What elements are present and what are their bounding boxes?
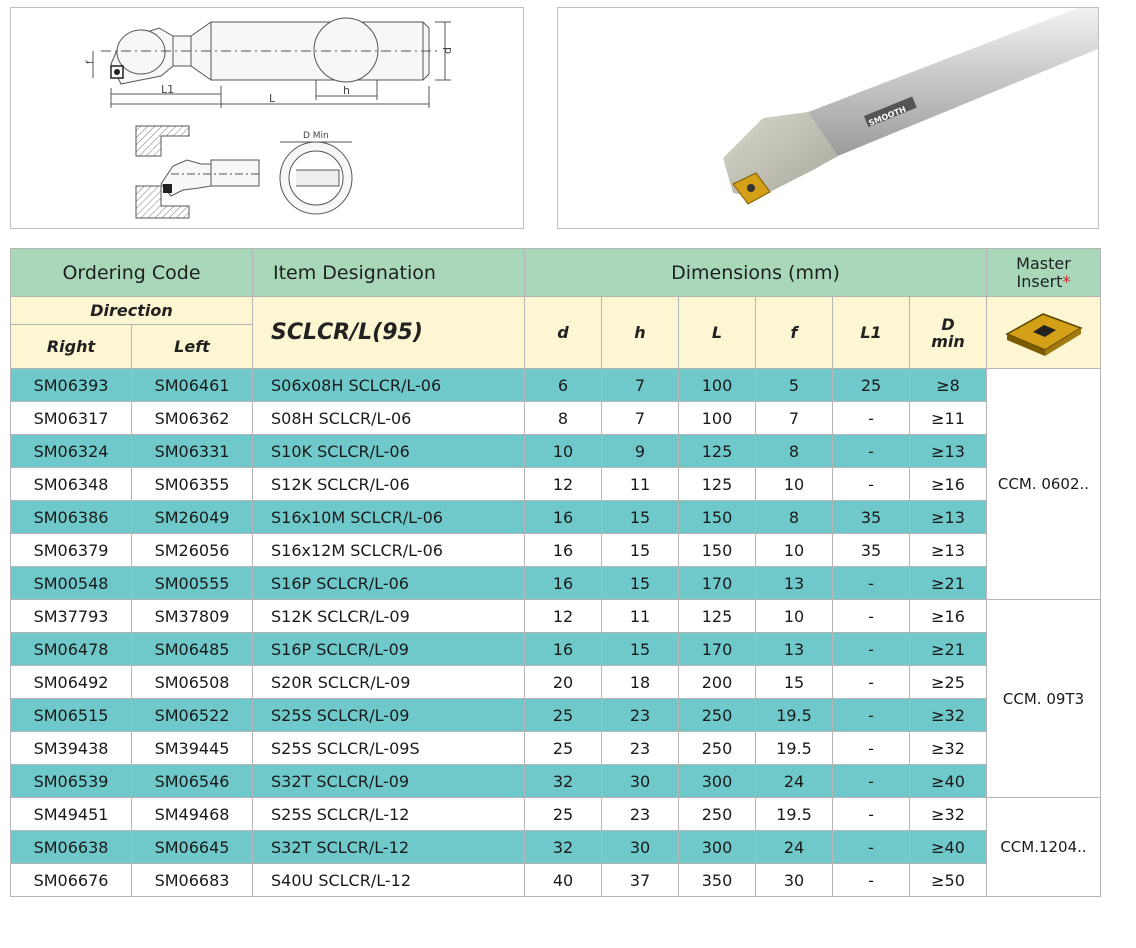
master-insert-cell: CCM.1204.. bbox=[987, 798, 1101, 897]
cell-designation: S25S SCLCR/L-09 bbox=[253, 699, 525, 732]
cell-left: SM49468 bbox=[132, 798, 253, 831]
cell-dmin: ≥13 bbox=[910, 501, 987, 534]
cell-h: 15 bbox=[602, 501, 679, 534]
cell-designation: S20R SCLCR/L-09 bbox=[253, 666, 525, 699]
cell-L: 100 bbox=[679, 402, 756, 435]
cell-L1: 35 bbox=[833, 501, 910, 534]
cell-h: 23 bbox=[602, 798, 679, 831]
table-body bbox=[11, 369, 1101, 897]
cell-designation: S12K SCLCR/L-09 bbox=[253, 600, 525, 633]
cell-L: 200 bbox=[679, 666, 756, 699]
table-row bbox=[11, 633, 1101, 666]
cell-L1: 35 bbox=[833, 534, 910, 567]
cell-right: SM06492 bbox=[11, 666, 132, 699]
cell-d: 25 bbox=[525, 798, 602, 831]
cell-f: 30 bbox=[756, 864, 833, 897]
table-row bbox=[11, 501, 1101, 534]
cell-f: 10 bbox=[756, 534, 833, 567]
cell-dmin: ≥21 bbox=[910, 567, 987, 600]
table-row bbox=[11, 468, 1101, 501]
table-row bbox=[11, 534, 1101, 567]
cell-L1: - bbox=[833, 567, 910, 600]
cell-dmin: ≥32 bbox=[910, 798, 987, 831]
cell-L: 300 bbox=[679, 765, 756, 798]
cell-f: 24 bbox=[756, 765, 833, 798]
insert-image-cell bbox=[987, 297, 1101, 369]
cell-f: 19.5 bbox=[756, 798, 833, 831]
table-row bbox=[11, 666, 1101, 699]
cell-designation: S16P SCLCR/L-09 bbox=[253, 633, 525, 666]
cell-d: 8 bbox=[525, 402, 602, 435]
cell-L1: - bbox=[833, 831, 910, 864]
table-row bbox=[11, 798, 1101, 831]
subheader-right: Right bbox=[11, 325, 132, 369]
cell-designation: S40U SCLCR/L-12 bbox=[253, 864, 525, 897]
boring-bar-photo bbox=[558, 8, 1099, 229]
cell-L1: 25 bbox=[833, 369, 910, 402]
cell-right: SM37793 bbox=[11, 600, 132, 633]
cell-dmin: ≥13 bbox=[910, 435, 987, 468]
header-master-label: Master bbox=[1016, 253, 1071, 273]
table-row bbox=[11, 369, 1101, 402]
cell-L: 350 bbox=[679, 864, 756, 897]
subheader-left: Left bbox=[132, 325, 253, 369]
subheader-L1: L1 bbox=[833, 297, 910, 369]
drawing-label-d: d bbox=[441, 47, 454, 54]
cell-h: 9 bbox=[602, 435, 679, 468]
cell-left: SM26049 bbox=[132, 501, 253, 534]
cell-L1: - bbox=[833, 435, 910, 468]
header-insert-label: Insert bbox=[1016, 271, 1063, 291]
cell-designation: S10K SCLCR/L-06 bbox=[253, 435, 525, 468]
cell-d: 10 bbox=[525, 435, 602, 468]
cell-L: 125 bbox=[679, 435, 756, 468]
subheader-L: L bbox=[679, 297, 756, 369]
drawing-label-l: L bbox=[269, 92, 276, 105]
cell-right: SM06317 bbox=[11, 402, 132, 435]
cell-h: 37 bbox=[602, 864, 679, 897]
cell-L: 170 bbox=[679, 633, 756, 666]
cell-L1: - bbox=[833, 699, 910, 732]
table-row bbox=[11, 765, 1101, 798]
subheader-designation-type: SCLCR/L(95) bbox=[253, 297, 525, 369]
cell-L1: - bbox=[833, 864, 910, 897]
cell-h: 15 bbox=[602, 534, 679, 567]
cell-L1: - bbox=[833, 765, 910, 798]
cell-h: 23 bbox=[602, 732, 679, 765]
cell-L1: - bbox=[833, 666, 910, 699]
cell-dmin: ≥16 bbox=[910, 600, 987, 633]
cell-L: 125 bbox=[679, 468, 756, 501]
table-row bbox=[11, 435, 1101, 468]
cell-L: 250 bbox=[679, 732, 756, 765]
cell-d: 25 bbox=[525, 699, 602, 732]
cell-designation: S16x12M SCLCR/L-06 bbox=[253, 534, 525, 567]
cell-h: 15 bbox=[602, 567, 679, 600]
cell-right: SM06348 bbox=[11, 468, 132, 501]
cell-L1: - bbox=[833, 402, 910, 435]
cell-left: SM06645 bbox=[132, 831, 253, 864]
cell-designation: S32T SCLCR/L-12 bbox=[253, 831, 525, 864]
cell-d: 25 bbox=[525, 732, 602, 765]
cell-h: 7 bbox=[602, 402, 679, 435]
cell-h: 7 bbox=[602, 369, 679, 402]
cell-f: 8 bbox=[756, 501, 833, 534]
cell-designation: S25S SCLCR/L-12 bbox=[253, 798, 525, 831]
subheader-dmin bbox=[910, 297, 987, 369]
product-photo-panel bbox=[557, 7, 1099, 229]
cell-designation: S16x10M SCLCR/L-06 bbox=[253, 501, 525, 534]
drawing-label-dmin: D Min bbox=[303, 131, 329, 141]
table-row bbox=[11, 402, 1101, 435]
cell-left: SM00555 bbox=[132, 567, 253, 600]
subheader-dmin-top: D bbox=[941, 314, 955, 334]
cell-d: 16 bbox=[525, 501, 602, 534]
cell-f: 13 bbox=[756, 633, 833, 666]
table-row bbox=[11, 864, 1101, 897]
cell-designation: S16P SCLCR/L-06 bbox=[253, 567, 525, 600]
subheader-direction: Direction bbox=[11, 297, 253, 325]
cell-left: SM06461 bbox=[132, 369, 253, 402]
master-insert-cell: CCM. 09T3 bbox=[987, 600, 1101, 798]
cell-left: SM06508 bbox=[132, 666, 253, 699]
cell-left: SM39445 bbox=[132, 732, 253, 765]
asterisk-mark: * bbox=[1062, 271, 1071, 291]
subheader-dmin-bottom: min bbox=[931, 331, 965, 351]
cell-d: 16 bbox=[525, 567, 602, 600]
cell-d: 16 bbox=[525, 534, 602, 567]
header-dimensions: Dimensions (mm) bbox=[525, 249, 987, 297]
cell-L: 250 bbox=[679, 798, 756, 831]
cell-right: SM49451 bbox=[11, 798, 132, 831]
cell-d: 6 bbox=[525, 369, 602, 402]
cell-d: 32 bbox=[525, 765, 602, 798]
header-master-insert bbox=[987, 249, 1101, 297]
drawing-label-l1: L1 bbox=[161, 83, 175, 96]
cell-left: SM06546 bbox=[132, 765, 253, 798]
cell-f: 15 bbox=[756, 666, 833, 699]
cell-h: 11 bbox=[602, 600, 679, 633]
cell-d: 32 bbox=[525, 831, 602, 864]
cell-dmin: ≥32 bbox=[910, 732, 987, 765]
cell-dmin: ≥11 bbox=[910, 402, 987, 435]
drawing-label-h: h bbox=[343, 84, 350, 97]
table-row bbox=[11, 831, 1101, 864]
table-row bbox=[11, 600, 1101, 633]
subheader-h: h bbox=[602, 297, 679, 369]
cell-h: 15 bbox=[602, 633, 679, 666]
cell-d: 40 bbox=[525, 864, 602, 897]
cell-L: 250 bbox=[679, 699, 756, 732]
cell-h: 18 bbox=[602, 666, 679, 699]
cell-dmin: ≥40 bbox=[910, 831, 987, 864]
cell-right: SM06638 bbox=[11, 831, 132, 864]
drawing-label-f: f bbox=[85, 60, 96, 64]
cell-L1: - bbox=[833, 798, 910, 831]
cell-dmin: ≥21 bbox=[910, 633, 987, 666]
cell-left: SM37809 bbox=[132, 600, 253, 633]
cell-L: 300 bbox=[679, 831, 756, 864]
photo-brand-text: SMOOTH bbox=[867, 104, 908, 128]
cell-right: SM06478 bbox=[11, 633, 132, 666]
cell-designation: S12K SCLCR/L-06 bbox=[253, 468, 525, 501]
cell-right: SM06324 bbox=[11, 435, 132, 468]
cell-d: 20 bbox=[525, 666, 602, 699]
cell-designation: S32T SCLCR/L-09 bbox=[253, 765, 525, 798]
cell-right: SM39438 bbox=[11, 732, 132, 765]
cell-right: SM06386 bbox=[11, 501, 132, 534]
cell-left: SM06331 bbox=[132, 435, 253, 468]
table-row bbox=[11, 732, 1101, 765]
cell-dmin: ≥8 bbox=[910, 369, 987, 402]
cell-L: 170 bbox=[679, 567, 756, 600]
header-item-designation: Item Designation bbox=[253, 249, 525, 297]
master-insert-cell: CCM. 0602.. bbox=[987, 369, 1101, 600]
cell-L1: - bbox=[833, 468, 910, 501]
cell-left: SM06362 bbox=[132, 402, 253, 435]
cell-designation: S25S SCLCR/L-09S bbox=[253, 732, 525, 765]
cell-h: 11 bbox=[602, 468, 679, 501]
subheader-d: d bbox=[525, 297, 602, 369]
cell-d: 16 bbox=[525, 633, 602, 666]
cell-f: 5 bbox=[756, 369, 833, 402]
table-row bbox=[11, 699, 1101, 732]
table-row bbox=[11, 567, 1101, 600]
technical-drawing-panel bbox=[10, 7, 524, 229]
cell-L1: - bbox=[833, 600, 910, 633]
cell-left: SM06683 bbox=[132, 864, 253, 897]
boring-bar-drawing bbox=[11, 8, 524, 229]
cell-h: 23 bbox=[602, 699, 679, 732]
cell-L: 125 bbox=[679, 600, 756, 633]
cell-f: 7 bbox=[756, 402, 833, 435]
cell-dmin: ≥16 bbox=[910, 468, 987, 501]
cell-L1: - bbox=[833, 732, 910, 765]
cell-right: SM06393 bbox=[11, 369, 132, 402]
cell-f: 24 bbox=[756, 831, 833, 864]
cell-f: 19.5 bbox=[756, 699, 833, 732]
cell-designation: S06x08H SCLCR/L-06 bbox=[253, 369, 525, 402]
cell-L: 100 bbox=[679, 369, 756, 402]
cell-h: 30 bbox=[602, 765, 679, 798]
cell-dmin: ≥13 bbox=[910, 534, 987, 567]
cell-dmin: ≥32 bbox=[910, 699, 987, 732]
cell-dmin: ≥50 bbox=[910, 864, 987, 897]
cell-left: SM06355 bbox=[132, 468, 253, 501]
cell-left: SM06522 bbox=[132, 699, 253, 732]
subheader-f: f bbox=[756, 297, 833, 369]
cell-f: 13 bbox=[756, 567, 833, 600]
cell-right: SM06676 bbox=[11, 864, 132, 897]
cell-right: SM06379 bbox=[11, 534, 132, 567]
cell-left: SM06485 bbox=[132, 633, 253, 666]
cell-dmin: ≥40 bbox=[910, 765, 987, 798]
cell-L: 150 bbox=[679, 501, 756, 534]
spec-table bbox=[10, 248, 1101, 897]
cell-f: 10 bbox=[756, 468, 833, 501]
cell-L: 150 bbox=[679, 534, 756, 567]
cell-f: 8 bbox=[756, 435, 833, 468]
cell-left: SM26056 bbox=[132, 534, 253, 567]
cell-right: SM06515 bbox=[11, 699, 132, 732]
insert-icon bbox=[1003, 304, 1085, 358]
cell-d: 12 bbox=[525, 600, 602, 633]
cell-L1: - bbox=[833, 633, 910, 666]
cell-designation: S08H SCLCR/L-06 bbox=[253, 402, 525, 435]
header-ordering-code: Ordering Code bbox=[11, 249, 253, 297]
cell-dmin: ≥25 bbox=[910, 666, 987, 699]
cell-d: 12 bbox=[525, 468, 602, 501]
cell-right: SM06539 bbox=[11, 765, 132, 798]
cell-right: SM00548 bbox=[11, 567, 132, 600]
cell-f: 10 bbox=[756, 600, 833, 633]
cell-h: 30 bbox=[602, 831, 679, 864]
cell-f: 19.5 bbox=[756, 732, 833, 765]
